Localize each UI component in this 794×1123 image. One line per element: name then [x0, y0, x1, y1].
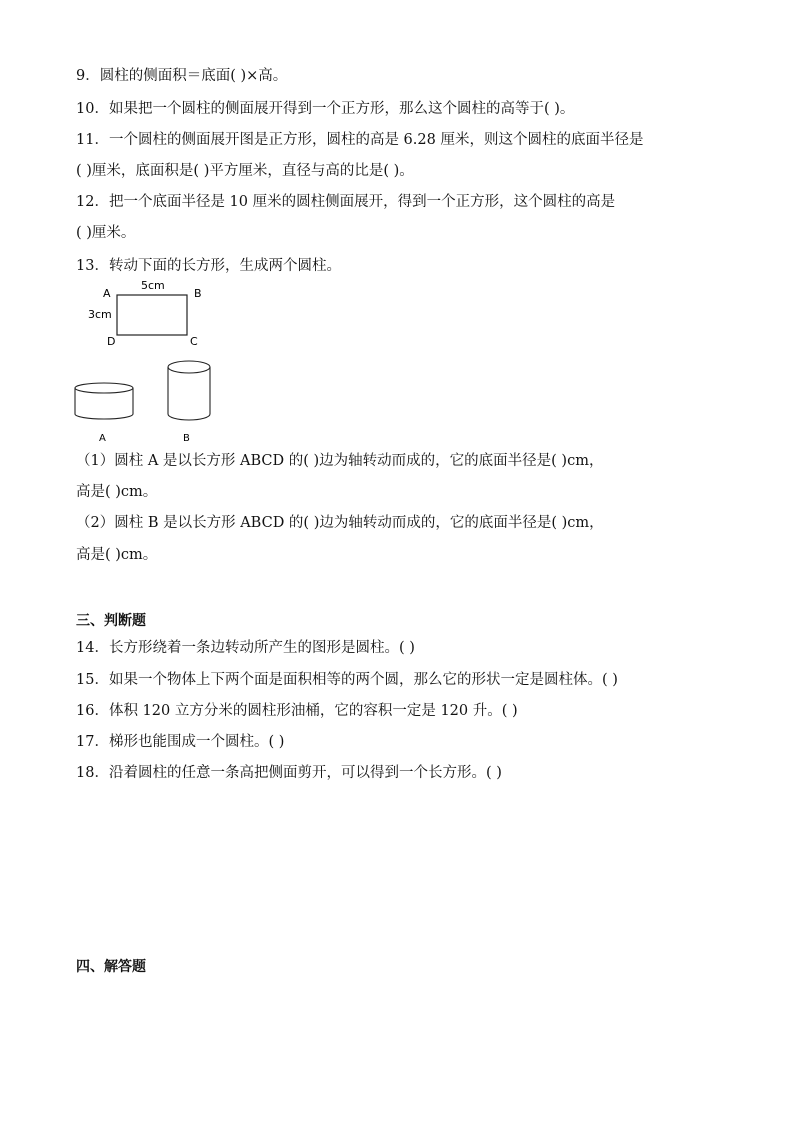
- question-13-part-1-line-2: 高是( )cm。: [76, 484, 158, 500]
- label-a: A: [103, 287, 111, 300]
- label-d: D: [107, 335, 116, 348]
- cylinder-b: [168, 361, 210, 420]
- question-17: 17．梯形也能围成一个圆柱。( ): [76, 734, 285, 750]
- question-13: 13．转动下面的长方形，生成两个圆柱。: [76, 258, 341, 274]
- label-b: B: [194, 287, 202, 300]
- cylinder-a-label: A: [99, 433, 106, 444]
- question-15: 15．如果一个物体上下两个面是面积相等的两个圆，那么它的形状一定是圆柱体。( ): [76, 672, 618, 688]
- question-11-line-1: 11．一个圆柱的侧面展开图是正方形，圆柱的高是 6.28 厘米，则这个圆柱的底面半径是: [76, 132, 644, 148]
- question-12-line-1: 12．把一个底面半径是 10 厘米的圆柱侧面展开，得到一个正方形，这个圆柱的高是: [76, 194, 616, 210]
- question-11-line-2: ( )厘米，底面积是( )平方厘米，直径与高的比是( )。: [76, 163, 414, 179]
- question-10: 10．如果把一个圆柱的侧面展开得到一个正方形，那么这个圆柱的高等于( )。: [76, 101, 575, 117]
- rectangle-abcd: [117, 295, 187, 335]
- question-9: 9．圆柱的侧面积＝底面( )×高。: [76, 68, 288, 84]
- label-c: C: [190, 335, 198, 348]
- question-18: 18．沿着圆柱的任意一条高把侧面剪开，可以得到一个长方形。( ): [76, 765, 502, 781]
- question-13-part-1-line-1: （1）圆柱 A 是以长方形 ABCD 的( )边为轴转动而成的，它的底面半径是( )cm，: [76, 453, 604, 469]
- question-16: 16．体积 120 立方分米的圆柱形油桶，它的容积一定是 120 升。( ): [76, 703, 518, 719]
- section-4-title: 四、解答题: [76, 959, 146, 975]
- section-3-title: 三、判断题: [76, 613, 146, 629]
- question-12-line-2: ( )厘米。: [76, 225, 136, 241]
- question-14: 14．长方形绕着一条边转动所产生的图形是圆柱。( ): [76, 640, 415, 656]
- cylinder-a: [75, 383, 133, 419]
- cylinder-b-label: B: [183, 433, 190, 444]
- label-side-length: 3cm: [88, 308, 112, 321]
- question-13-part-2-line-2: 高是( )cm。: [76, 547, 158, 563]
- label-top-length: 5cm: [141, 279, 165, 292]
- question-13-part-2-line-1: （2）圆柱 B 是以长方形 ABCD 的( )边为轴转动而成的，它的底面半径是( )cm，: [76, 515, 604, 531]
